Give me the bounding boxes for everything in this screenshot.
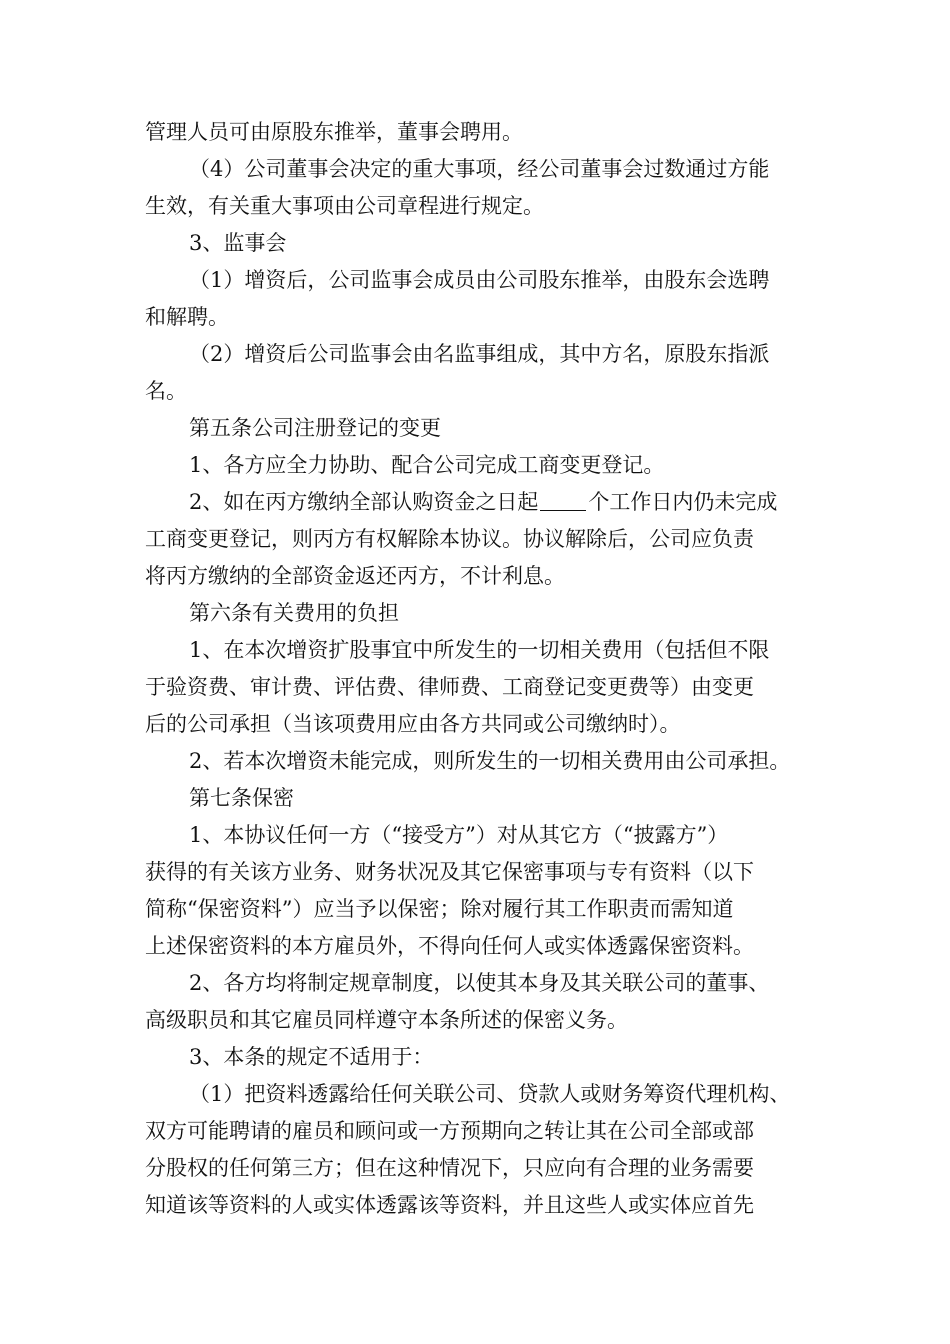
paragraph-line: （1）把资料透露给任何关联公司、贷款人或财务筹资代理机构、 xyxy=(189,1082,791,1106)
paragraph-line: 高级职员和其它雇员同样遵守本条所述的保密义务。 xyxy=(145,1008,628,1032)
paragraph-line: （2）增资后公司监事会由名监事组成，其中方名，原股东指派 xyxy=(189,342,770,366)
paragraph-line-end: 个工作日内仍未完成 xyxy=(588,490,778,514)
paragraph-line: （4）公司董事会决定的重大事项，经公司董事会过数通过方能 xyxy=(189,157,770,181)
document-body xyxy=(145,114,825,1224)
paragraph-line: 1、在本次增资扩股事宜中所发生的一切相关费用（包括但不限 xyxy=(189,638,770,662)
article-heading: 第七条保密 xyxy=(189,786,294,810)
paragraph-line-start: 2、如在丙方缴纳全部认购资金之日起 xyxy=(189,490,539,514)
paragraph-line: 知道该等资料的人或实体透露该等资料，并且这些人或实体应首先 xyxy=(145,1193,754,1217)
paragraph-line: 1、本协议任何一方（“接受方”）对从其它方（“披露方”） xyxy=(189,823,729,847)
paragraph-line: 管理人员可由原股东推举，董事会聘用。 xyxy=(145,120,523,144)
paragraph-line: 后的公司承担（当该项费用应由各方共同或公司缴纳时）。 xyxy=(145,712,681,736)
paragraph-line: 2、若本次增资未能完成，则所发生的一切相关费用由公司承担。 xyxy=(189,749,791,773)
fill-in-blank xyxy=(540,488,586,511)
paragraph-line: 获得的有关该方业务、财务状况及其它保密事项与专有资料（以下 xyxy=(145,860,754,884)
paragraph-line xyxy=(145,484,825,521)
paragraph-line: （1）增资后，公司监事会成员由公司股东推举，由股东会选聘 xyxy=(189,268,770,292)
paragraph-line: 名。 xyxy=(145,379,187,403)
paragraph-line: 将丙方缴纳的全部资金返还丙方，不计利息。 xyxy=(145,564,565,588)
paragraph-line: 双方可能聘请的雇员和顾问或一方预期向之转让其在公司全部或部 xyxy=(145,1119,754,1143)
article-heading: 第六条有关费用的负担 xyxy=(189,601,399,625)
paragraph-line: 3、本条的规定不适用于： xyxy=(189,1045,434,1069)
section-heading: 3、监事会 xyxy=(189,231,287,255)
paragraph-line: 和解聘。 xyxy=(145,305,229,329)
paragraph-line: 于验资费、审计费、评估费、律师费、工商登记变更费等）由变更 xyxy=(145,675,754,699)
paragraph-line: 2、各方均将制定规章制度，以使其本身及其关联公司的董事、 xyxy=(189,971,770,995)
paragraph-line: 工商变更登记，则丙方有权解除本协议。协议解除后，公司应负责 xyxy=(145,527,754,551)
paragraph-line: 简称“保密资料”）应当予以保密；除对履行其工作职责而需知道 xyxy=(145,897,734,921)
paragraph-line: 1、各方应全力协助、配合公司完成工商变更登记。 xyxy=(189,453,665,477)
paragraph-line: 上述保密资料的本方雇员外，不得向任何人或实体透露保密资料。 xyxy=(145,934,754,958)
paragraph-line: 生效，有关重大事项由公司章程进行规定。 xyxy=(145,194,544,218)
article-heading: 第五条公司注册登记的变更 xyxy=(189,416,441,440)
paragraph-line: 分股权的任何第三方；但在这种情况下，只应向有合理的业务需要 xyxy=(145,1156,754,1180)
